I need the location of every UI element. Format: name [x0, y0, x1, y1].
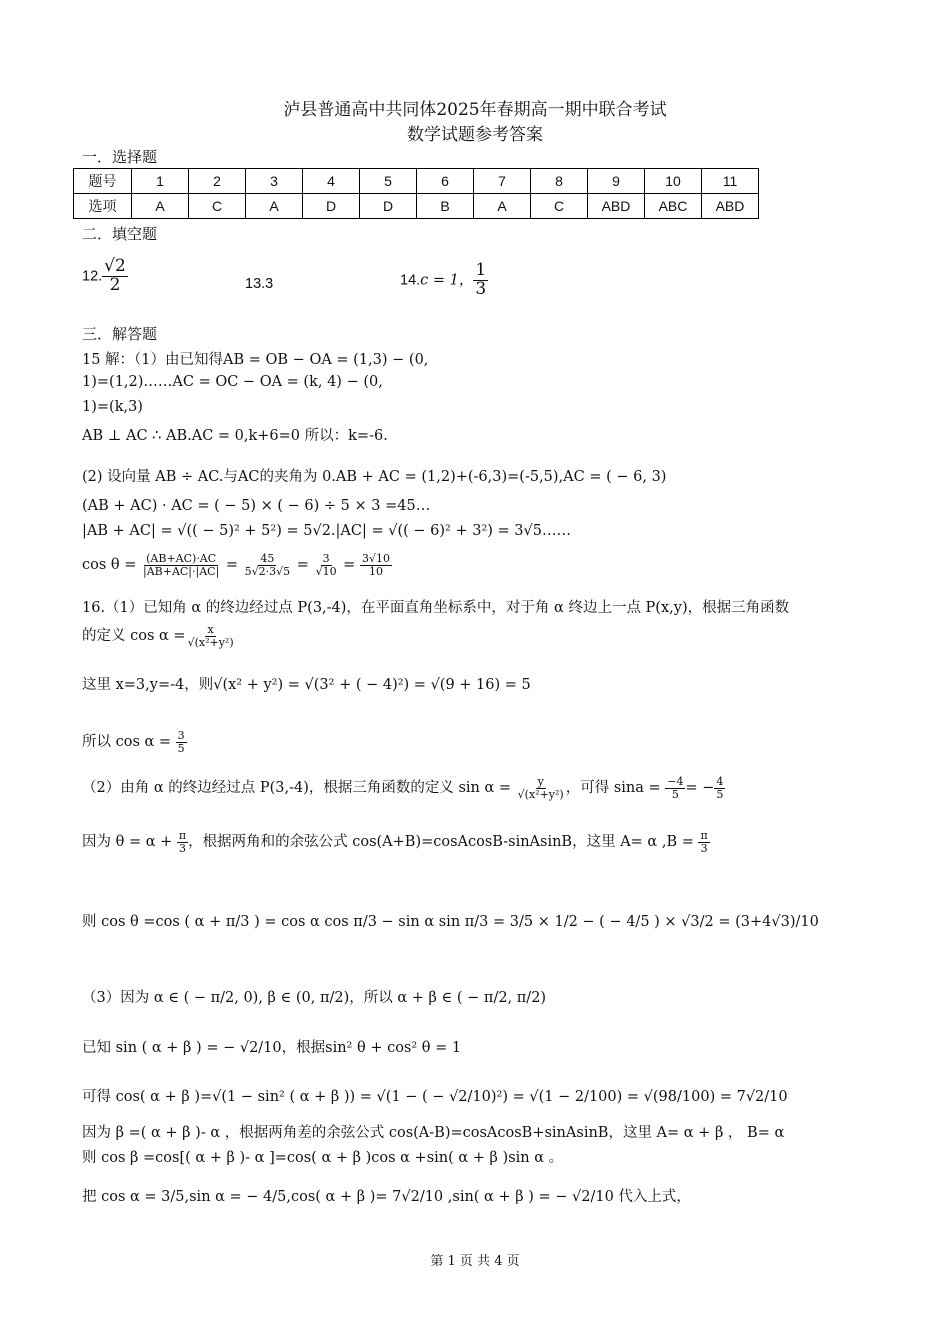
q16-def-prefix: 的定义 cos α = — [82, 628, 186, 645]
q12-num: √2 — [104, 256, 126, 276]
q15-line-4: AB ⊥ AC ∴ AB.AC = 0,k+6=0 所以：k=-6. — [82, 428, 388, 444]
answer-cell: D — [360, 194, 417, 219]
q16-line-12: 则 cos β =cos[( α + β )- α ]=cos( α + β )cos α +sin( α + β )sin α 。 — [82, 1150, 564, 1166]
answer-row-label: 选项 — [74, 194, 132, 219]
q16-sin-den-1: 5 — [671, 787, 679, 801]
q12-den: 2 — [109, 274, 121, 295]
q16-cos-prefix: 所以 cos α = — [82, 734, 172, 751]
q16-line-13: 把 cos α = 3/5,sin α = − 4/5,cos( α + β )= 7√2/10 ,sin( α + β ) = − √2/10 代入上式， — [82, 1189, 691, 1205]
q16-sin-fraction-2 — [714, 776, 725, 800]
q14-num: 1 — [475, 260, 487, 280]
q15-line-5: (2) 设向量 AB ÷ AC.与AC的夹角为 0.AB + AC = (1,2)+(-6,3)=(-5,5),AC = ( − 6, 3) — [82, 469, 667, 485]
answer-cell: A — [132, 194, 189, 219]
question-number: 11 — [702, 169, 759, 194]
section2-heading: 二．填空题 — [82, 225, 158, 243]
q16-line-4 — [82, 730, 187, 754]
q16-sin-def-fraction — [516, 776, 566, 800]
question-row — [74, 169, 759, 194]
q16-sin-den-2: 5 — [716, 787, 724, 801]
question-number: 7 — [474, 169, 531, 194]
question-number: 6 — [417, 169, 474, 194]
q16-sin-num-1: −4 — [667, 775, 684, 788]
document-title: 泸县普通高中共同体2025年春期高一期中联合考试 — [283, 100, 667, 120]
answer-table — [73, 168, 759, 219]
q15-cos-prefix: cos θ = — [82, 557, 137, 574]
q16-line-2 — [82, 624, 236, 648]
q16-cos-fraction — [176, 730, 187, 754]
q16-cos-den: 5 — [177, 741, 185, 755]
q15-frac-4-num: 3√10 — [361, 552, 390, 565]
q16-theta-fraction — [177, 830, 188, 854]
answer-cell: B — [417, 194, 474, 219]
q16-line-8: （3）因为 α ∈ ( − π/2, 0), β ∈ (0, π/2)，所以 α + β ∈ ( − π/2, π/2) — [82, 990, 547, 1006]
page-footer: 第 1 页 共 4 页 — [430, 1254, 520, 1269]
q16-def-den: √(x²+y²) — [187, 635, 234, 649]
q16-def-num: x — [207, 623, 214, 636]
q15-frac-2 — [243, 553, 293, 577]
section3-heading: 三．解答题 — [82, 325, 158, 343]
question-number: 9 — [588, 169, 645, 194]
q12-fraction — [102, 258, 128, 295]
q16-sin-prefix: （2）由角 α 的终边经过点 P(3,-4)，根据三角函数的定义 sin α = — [82, 780, 512, 797]
q16-theta-num: π — [178, 829, 187, 842]
q15-frac-2-num: 45 — [260, 552, 275, 565]
q14-prefix: 14. — [400, 272, 421, 289]
q14-fraction — [473, 262, 488, 299]
q14-text: c = 1， — [420, 272, 474, 289]
q15-line-1: 15 解：（1）由已知得AB = OB − OA = (1,3) − (0, — [82, 352, 429, 368]
q16-sin-fraction-1 — [665, 776, 685, 800]
question-number: 5 — [360, 169, 417, 194]
answer-13: 13.3 — [245, 276, 274, 292]
q16-sin-mid: ，可得 sina = — [565, 780, 661, 797]
q12-prefix: 12. — [82, 268, 103, 285]
q16-line-3: 这里 x=3,y=-4，则√(x² + y²) = √(3² + ( − 4)²) = √(9 + 16) = 5 — [82, 677, 531, 693]
answer-cell: A — [474, 194, 531, 219]
q15-frac-1 — [141, 553, 221, 577]
q15-frac-2-den: 5√2·3√5 — [244, 564, 291, 578]
q16-b-fraction — [698, 830, 709, 854]
question-number: 2 — [189, 169, 246, 194]
q16-line-9: 已知 sin ( α + β ) = − √2/10，根据sin² θ + cos² θ = 1 — [82, 1040, 462, 1056]
q16-cos-num: 3 — [177, 729, 185, 742]
section1-heading: 一．选择题 — [82, 148, 158, 166]
q16-line-1: 16.（1）已知角 α 的终边经过点 P(3,-4)，在平面直角坐标系中，对于角 α 终边上一点 P(x,y)，根据三角函数 — [82, 600, 790, 616]
q16-theta-mid: ，根据两角和的余弦公式 cos(A+B)=cosAcosB-sinAsinB，这里 A= α ,B = — [188, 834, 694, 851]
q15-line-3: 1)=(k,3) — [82, 399, 143, 415]
q16-line-10: 可得 cos( α + β )=√(1 − sin² ( α + β )) = √(1 − ( − √2/10)²) = √(1 − 2/100) = √(98/100) = 7√2/10 — [82, 1089, 788, 1105]
q15-frac-1-num: (AB+AC)·AC — [146, 552, 217, 565]
question-row-label: 题号 — [74, 169, 132, 194]
q16-sin-num-2: 4 — [716, 775, 724, 788]
question-number: 10 — [645, 169, 702, 194]
q16-line-5 — [82, 776, 725, 800]
answer-cell: ABD — [588, 194, 645, 219]
q16-theta-prefix: 因为 θ = α + — [82, 834, 173, 851]
document-subtitle: 数学试题参考答案 — [407, 125, 543, 145]
q16-theta-den: 3 — [178, 841, 186, 855]
q15-frac-1-den: |AB+AC|·|AC| — [143, 564, 220, 578]
q16-def-fraction — [186, 624, 236, 648]
answer-cell: ABD — [702, 194, 759, 219]
q15-line-2: 1)=(1,2)……AC = OC − OA = (k, 4) − (0, — [82, 374, 383, 390]
q16-line-6 — [82, 830, 710, 854]
answer-14 — [400, 262, 488, 299]
question-number: 3 — [246, 169, 303, 194]
answer-row — [74, 194, 759, 219]
q16-b-den: 3 — [700, 841, 708, 855]
answer-cell: C — [531, 194, 588, 219]
q16-line-11: 因为 β =( α + β )- α ，根据两角差的余弦公式 cos(A-B)=cosAcosB+sinAsinB，这里 A= α + β ， B= α — [82, 1125, 785, 1141]
q16-sin-def-num: y — [537, 775, 544, 788]
q14-den: 3 — [475, 278, 487, 299]
q15-frac-3-den: √10 — [315, 564, 337, 578]
q15-frac-4-den: 10 — [368, 564, 383, 578]
q16-sin-mid-2: = − — [685, 780, 715, 797]
answer-cell: D — [303, 194, 360, 219]
q16-line-7: 则 cos θ =cos ( α + π/3 ) = cos α cos π/3 − sin α sin π/3 = 3/5 × 1/2 − ( − 4/5 ) × √3/2 = (3+4√3)/10 — [82, 914, 819, 930]
answer-12 — [82, 258, 128, 295]
q15-frac-4 — [360, 553, 392, 577]
answer-cell: ABC — [645, 194, 702, 219]
q15-frac-3 — [314, 553, 339, 577]
q15-line-6: (AB + AC) · AC = ( − 5) × ( − 6) ÷ 5 × 3 =45… — [82, 498, 431, 514]
question-number: 1 — [132, 169, 189, 194]
question-number: 8 — [531, 169, 588, 194]
q16-sin-def-den: √(x²+y²) — [517, 787, 564, 801]
q16-b-num: π — [700, 829, 708, 842]
q15-line-8: cos θ = $\frac{(AB+AC)\cdot AC}{|AB+AC|\cdot|AC|}$ = $\frac{45}{5√2\cdot 3√5}$ = $\frac{3}{√10}$ = $\frac{3√10}{10}$ — [82, 552, 390, 578]
answer-cell: A — [246, 194, 303, 219]
q15-frac-3-num: 3 — [322, 552, 330, 565]
q15-line-7: |AB + AC| = √(( − 5)² + 5²) = 5√2.|AC| = √(( − 6)² + 3²) = 3√5…… — [82, 523, 571, 539]
question-number: 4 — [303, 169, 360, 194]
answer-cell: C — [189, 194, 246, 219]
